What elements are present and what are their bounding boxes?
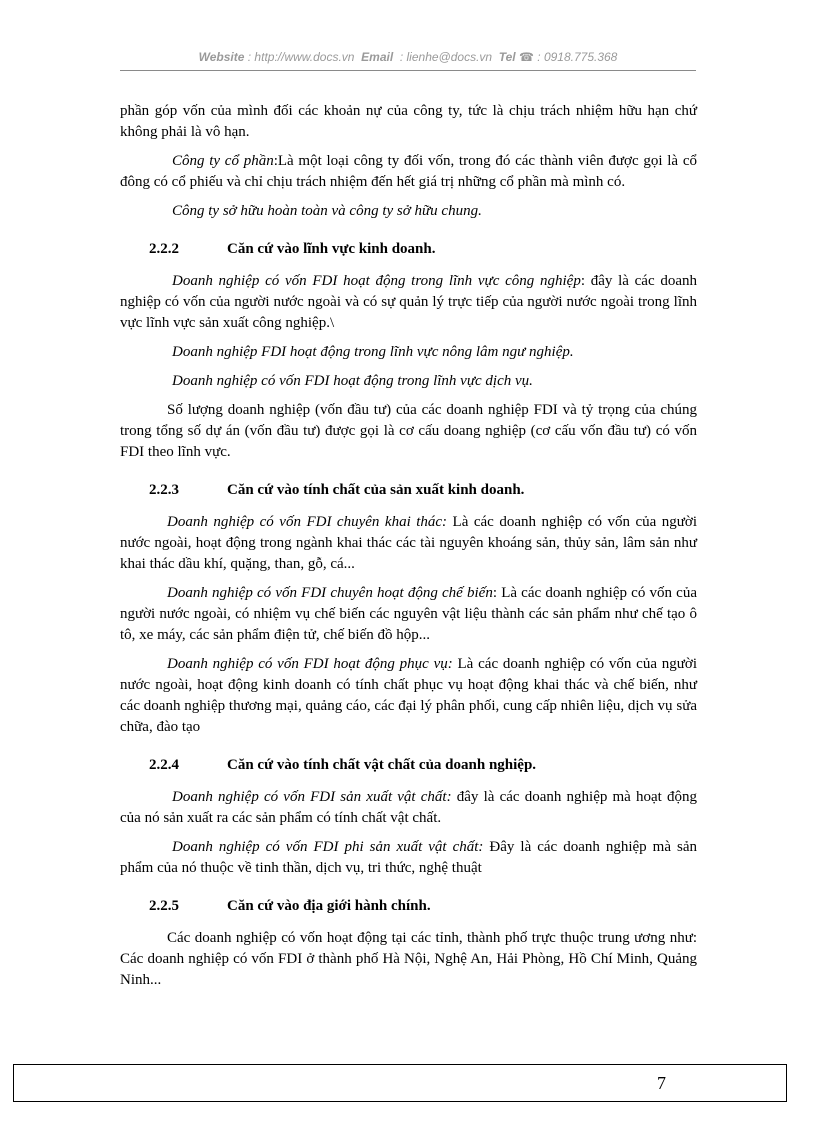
- term-italic: Doanh nghiệp có vốn FDI chuyên khai thác:: [167, 514, 448, 530]
- paragraph: Doanh nghiệp có vốn FDI hoạt động trong lĩnh vực dịch vụ.: [172, 373, 533, 389]
- section-heading-2-2-2: [120, 239, 697, 260]
- website-label: Website: [198, 50, 245, 64]
- paragraph: [120, 151, 697, 193]
- paragraph: [120, 271, 697, 334]
- header-divider: [120, 70, 696, 71]
- paragraph: Doanh nghiệp FDI hoạt động trong lĩnh vực nông lâm ngư nghiệp.: [172, 344, 574, 360]
- paragraph: phần góp vốn của mình đối các khoản nự của công ty, tức là chịu trách nhiệm hữu hạn chứ không phải là vô hạn.: [120, 103, 697, 140]
- paragraph: [120, 512, 697, 575]
- section-title: Căn cứ vào địa giới hành chính.: [227, 898, 431, 914]
- section-title: Căn cứ vào tính chất vật chất của doanh nghiệp.: [227, 757, 537, 773]
- term-italic: Công ty cổ phần: [172, 153, 274, 169]
- tel-value: ☎ : 0918.775.368: [519, 50, 618, 64]
- email-value: : lienhe@docs.vn: [399, 50, 493, 64]
- section-heading-2-2-5: [120, 896, 697, 917]
- term-italic: Doanh nghiệp có vốn FDI chuyên hoạt động chế biến: [167, 585, 493, 601]
- paragraph: Số lượng doanh nghiệp (vốn đầu tư) của các doanh nghiệp FDI và tỷ trọng của chúng trong tổng số dự án (vốn đầu tư) được gọi là cơ cấu doang nghiệp (cơ cấu vốn đầu tư) có vốn FDI theo lĩnh vực.: [120, 402, 697, 460]
- paragraph-text: :Là một loại công ty đối vốn, trong đó các thành viên được gọi là cổ đông có cổ phiếu và chỉ chịu trách nhiệm đến hết giá trị những cổ phần mà mình có.: [120, 153, 697, 190]
- section-number: 2.2.5: [149, 898, 179, 914]
- section-title: Căn cứ vào lĩnh vực kinh doanh.: [227, 241, 436, 257]
- paragraph: [120, 583, 697, 646]
- paragraph: Công ty sở hữu hoàn toàn và công ty sở hữu chung.: [172, 203, 482, 219]
- section-title: Căn cứ vào tính chất của sản xuất kinh doanh.: [227, 482, 525, 498]
- paragraph-text: đây là các doanh nghiệp mà hoạt động của nó sản xuất ra các sản phẩm có tính chất vật chất.: [120, 789, 697, 826]
- section-number: 2.2.4: [149, 757, 179, 773]
- tel-label: Tel: [498, 50, 516, 64]
- website-value: : http://www.docs.vn: [247, 50, 355, 64]
- paragraph: [120, 654, 697, 738]
- term-italic: Doanh nghiệp có vốn FDI hoạt động trong lĩnh vực công nghiệp: [172, 273, 581, 289]
- term-italic: Doanh nghiệp có vốn FDI phi sản xuất vật chất:: [172, 839, 484, 855]
- paragraph: [120, 787, 697, 829]
- section-heading-2-2-4: [120, 755, 697, 776]
- term-italic: Doanh nghiệp có vốn FDI sản xuất vật chất:: [172, 789, 452, 805]
- paragraph: [120, 837, 697, 879]
- paragraph: Các doanh nghiệp có vốn hoạt động tại các tỉnh, thành phố trực thuộc trung ương như: Các doanh nghiệp có vốn FDI ở thành phố Hà Nội, Nghệ An, Hải Phòng, Hồ Chí Minh, Quảng Ninh...: [120, 930, 697, 988]
- paragraph-text: Là các doanh nghiệp có vốn của người nước ngoài, hoạt động kinh doanh có tính chất phục vụ hoạt động khai thác và chế biến, như các doanh nghiệp thương mại, quảng cáo, các đại lý phân phối, cung cấp nhiên liệu, dịch vụ sửa chữa, đào tạo: [120, 656, 697, 735]
- section-number: 2.2.2: [149, 241, 179, 257]
- section-heading-2-2-3: [120, 480, 697, 501]
- document-body: [120, 101, 697, 991]
- term-italic: Doanh nghiệp có vốn FDI hoạt động phục vụ:: [167, 656, 453, 672]
- paragraph-text: Đây là các doanh nghiệp mà sản phẩm của nó thuộc về tinh thần, dịch vụ, tri thức, nghệ thuật: [120, 839, 697, 876]
- page-number: 7: [657, 1073, 666, 1093]
- paragraph-text: : Là các doanh nghiệp có vốn của người nước ngoài, có nhiệm vụ chế biến các nguyên vật liệu thành các sản phẩm như chế tạo ô tô, xe máy, các sản phẩm điện tử, chế biến đồ hộp...: [120, 585, 697, 643]
- section-number: 2.2.3: [149, 482, 179, 498]
- paragraph-text: : đây là các doanh nghiệp có vốn của người nước ngoài và có sự quản lý trực tiếp của người nước ngoài trong lĩnh vực lĩnh vực sản xuất công nghiệp.\: [120, 273, 697, 331]
- paragraph-text: Là các doanh nghiệp có vốn của người nước ngoài, hoạt động trong ngành khai thác các tài nguyên khoáng sản, thủy sản, lâm sản như khai thác dầu khí, quặng, than, gỗ, cá...: [120, 514, 697, 572]
- email-label: Email: [361, 50, 394, 64]
- page-header: [120, 50, 696, 64]
- page-footer: [13, 1064, 787, 1102]
